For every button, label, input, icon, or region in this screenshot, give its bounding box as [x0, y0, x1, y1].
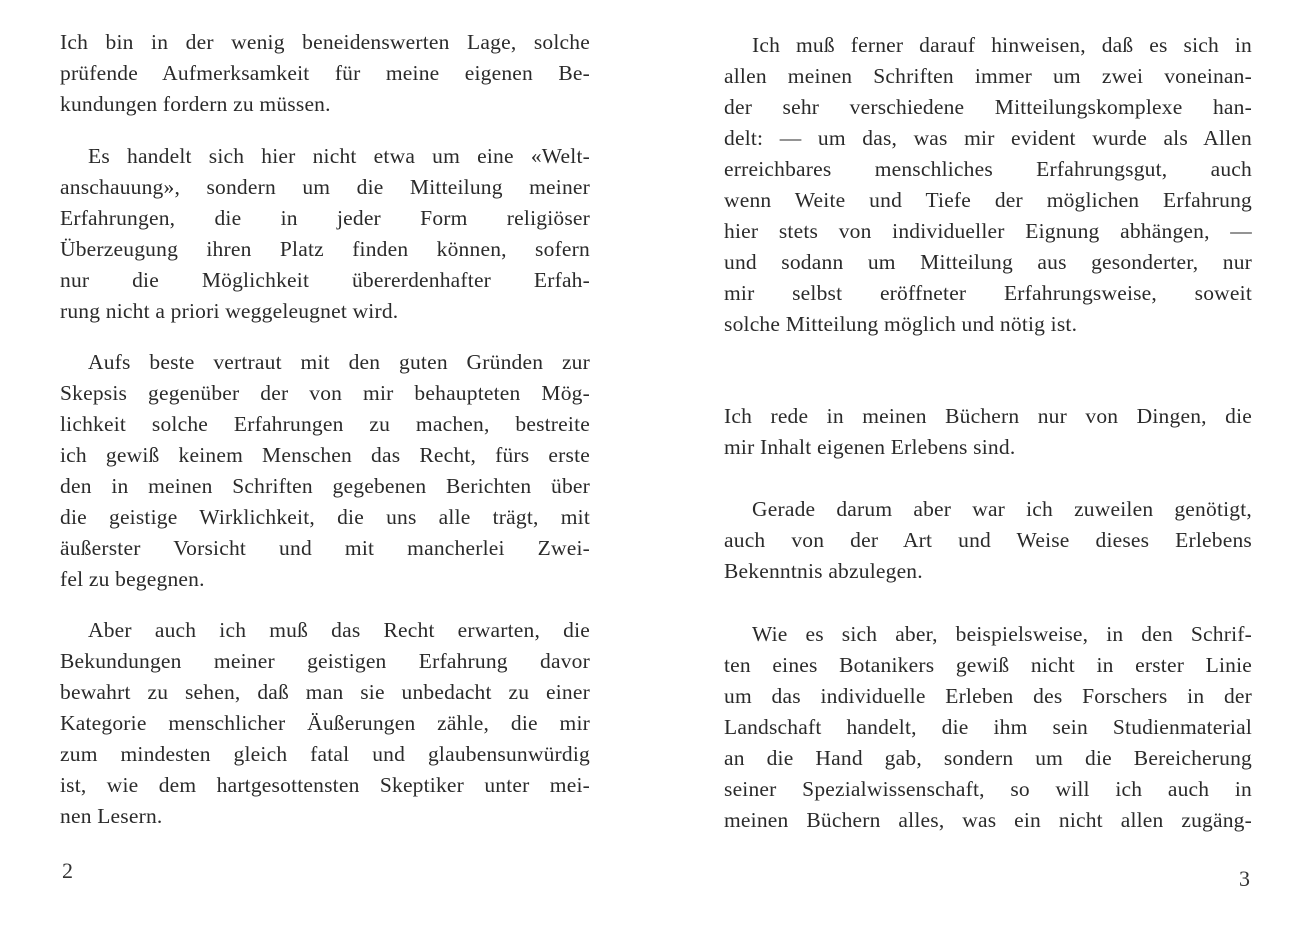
text-line: an die Hand gab, sondern um die Bereicherung	[724, 746, 1252, 770]
text-line: hier stets von individueller Eignung abhängen, —	[724, 219, 1252, 243]
text-line: fel zu begegnen.	[60, 567, 205, 591]
text-line: Gerade darum aber war ich zuweilen genötigt,	[752, 497, 1252, 521]
text-line: wenn Weite und Tiefe der möglichen Erfahrung	[724, 188, 1252, 212]
text-line: rung nicht a priori weggeleugnet wird.	[60, 299, 399, 323]
paragraph-2	[60, 141, 590, 327]
text-line: delt: — um das, was mir evident wurde als Allen	[724, 126, 1252, 150]
text-line: und sodann um Mitteilung aus gesonderter, nur	[724, 250, 1252, 274]
text-line: äußerster Vorsicht und mit mancherlei Zwei-	[60, 536, 590, 560]
paragraph-1	[724, 30, 1252, 340]
text-line: mir selbst eröffneter Erfahrungsweise, soweit	[724, 281, 1252, 305]
text-line: nur die Möglichkeit übererdenhafter Erfah-	[60, 268, 590, 292]
text-line: den in meinen Schriften gegebenen Berichten über	[60, 474, 590, 498]
text-line: meinen Büchern alles, was ein nicht allen zugäng-	[724, 808, 1252, 832]
page-number: 2	[62, 858, 73, 883]
paragraph-2	[724, 401, 1252, 463]
text-line: bewahrt zu sehen, daß man sie unbedacht zu einer	[60, 680, 590, 704]
text-line: erreichbares menschliches Erfahrungsgut, auch	[724, 157, 1252, 181]
text-line: seiner Spezialwissenschaft, so will ich auch in	[724, 777, 1252, 801]
text-line: mir Inhalt eigenen Erlebens sind.	[724, 435, 1016, 459]
text-line: Ich rede in meinen Büchern nur von Dingen, die	[724, 404, 1252, 428]
text-line: anschauung», sondern um die Mitteilung meiner	[60, 175, 590, 199]
right-page	[724, 0, 1252, 940]
paragraph-3	[724, 494, 1252, 587]
left-page	[60, 0, 590, 940]
text-line: Ich bin in der wenig beneidenswerten Lage, solche	[60, 30, 590, 54]
paragraph-4	[724, 619, 1252, 836]
text-line: nen Lesern.	[60, 804, 163, 828]
text-line: die geistige Wirklichkeit, die uns alle trägt, mit	[60, 505, 590, 529]
text-line: kundungen fordern zu müssen.	[60, 92, 331, 116]
paragraph-4	[60, 615, 590, 832]
text-line: ten eines Botanikers gewiß nicht in erster Linie	[724, 653, 1252, 677]
text-line: um das individuelle Erleben des Forschers in der	[724, 684, 1252, 708]
text-line: Aufs beste vertraut mit den guten Gründen zur	[88, 350, 590, 374]
text-line: Es handelt sich hier nicht etwa um eine «Welt-	[88, 144, 590, 168]
text-line: Wie es sich aber, beispielsweise, in den Schrif-	[752, 622, 1252, 646]
text-line: lichkeit solche Erfahrungen zu machen, bestreite	[60, 412, 590, 436]
text-line: Landschaft handelt, die ihm sein Studienmaterial	[724, 715, 1252, 739]
text-line: ich gewiß keinem Menschen das Recht, fürs erste	[60, 443, 590, 467]
text-line: der sehr verschiedene Mitteilungskomplexe han-	[724, 95, 1252, 119]
text-line: solche Mitteilung möglich und nötig ist.	[724, 312, 1078, 336]
text-line: allen meinen Schriften immer um zwei voneinan-	[724, 64, 1252, 88]
paragraph-1	[60, 27, 590, 120]
text-line: Überzeugung ihren Platz finden können, sofern	[60, 237, 590, 261]
text-line: Kategorie menschlicher Äußerungen zähle, die mir	[60, 711, 590, 735]
text-line: prüfende Aufmerksamkeit für meine eigenen Be-	[60, 61, 590, 85]
text-line: zum mindesten gleich fatal und glaubensunwürdig	[60, 742, 590, 766]
text-line: Aber auch ich muß das Recht erwarten, die	[88, 618, 590, 642]
text-line: Ich muß ferner darauf hinweisen, daß es sich in	[752, 33, 1252, 57]
text-line: Bekundungen meiner geistigen Erfahrung davor	[60, 649, 590, 673]
text-line: auch von der Art und Weise dieses Erlebens	[724, 528, 1252, 552]
page-number: 3	[1239, 866, 1250, 891]
text-line: Bekenntnis abzulegen.	[724, 559, 923, 583]
text-line: Skepsis gegenüber der von mir behaupteten Mög-	[60, 381, 590, 405]
text-line: Erfahrungen, die in jeder Form religiöser	[60, 206, 590, 230]
paragraph-3	[60, 347, 590, 595]
text-line: ist, wie dem hartgesottensten Skeptiker unter mei-	[60, 773, 590, 797]
